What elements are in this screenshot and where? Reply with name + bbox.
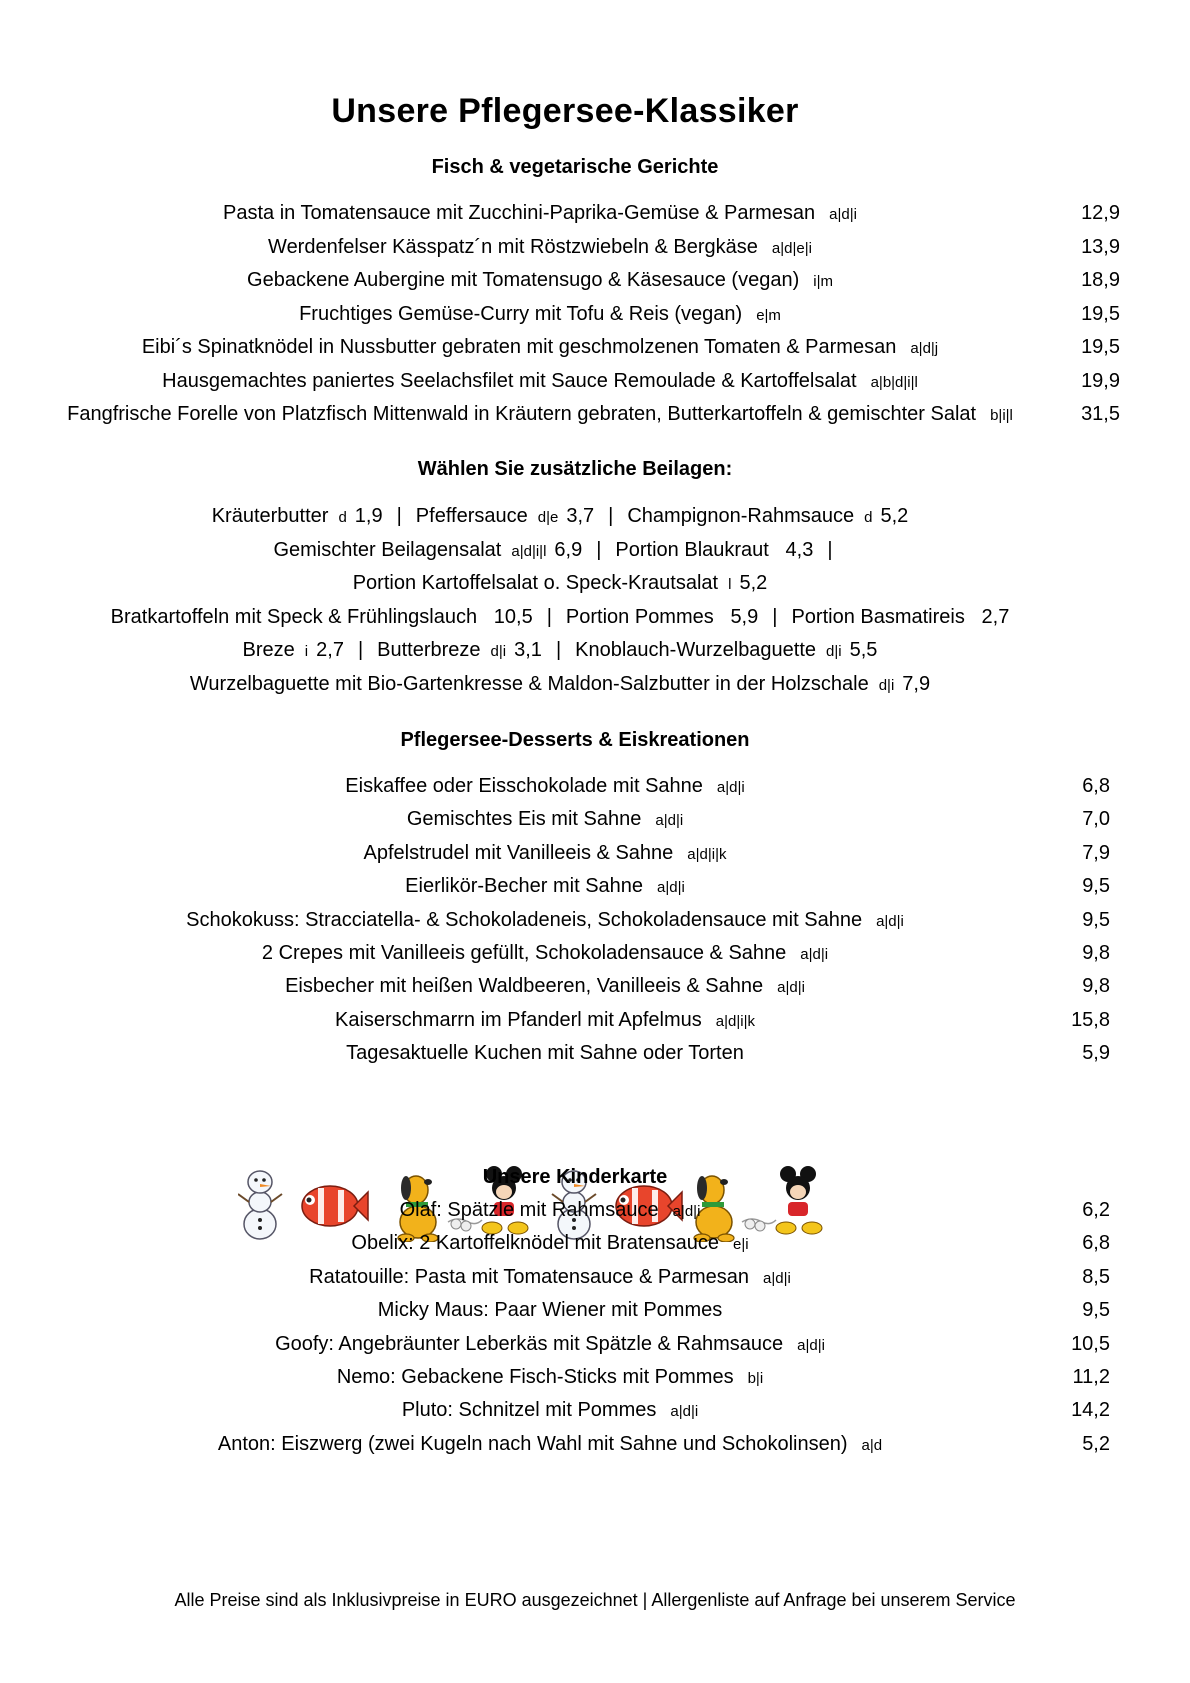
- item-allergens: a|d|i: [829, 206, 857, 223]
- item-name: Schokokuss: Stracciatella- & Schokoladeneis, Schokoladensauce mit Sahne: [186, 908, 863, 931]
- item-allergens: e|m: [756, 306, 781, 324]
- item-price: 9,8: [1082, 942, 1110, 964]
- side-price: 5,5: [849, 639, 878, 661]
- side-price: 3,7: [566, 505, 595, 527]
- side-name: Knoblauch-Wurzelbaguette: [575, 639, 817, 661]
- item-description: [40, 269, 1040, 292]
- item-name: Micky Maus: Paar Wiener mit Pommes: [377, 1299, 723, 1322]
- section-heading-kids: Unsere Kinderkarte: [482, 1166, 668, 1188]
- item-allergens: i|m: [813, 273, 833, 290]
- sides-line: [0, 539, 1120, 562]
- item-price: 5,9: [1082, 1042, 1110, 1065]
- item-price: 19,5: [1081, 302, 1120, 325]
- side-name: Portion Basmatireis: [791, 605, 965, 628]
- item-name: Fangfrische Forelle von Platzfisch Mittenwald in Kräutern gebraten, Butterkartoffeln & gemischter Salat: [67, 403, 977, 425]
- section-heading-sides: Wählen Sie zusätzliche Beilagen:: [417, 458, 733, 480]
- item-name: Eierlikör-Becher mit Sahne: [405, 875, 644, 898]
- section-heading-main: Fisch & vegetarische Gerichte: [431, 156, 719, 178]
- item-allergens: a|d|i|k: [687, 845, 727, 863]
- item-price: 11,2: [1072, 1366, 1110, 1388]
- item-description: [40, 336, 1040, 359]
- item-allergens: a|d|i: [777, 979, 805, 997]
- item-price: 8,5: [1082, 1265, 1110, 1288]
- separator: |: [546, 605, 552, 628]
- menu-row: [0, 303, 1190, 333]
- item-name: Eibi´s Spinatknödel in Nussbutter gebraten mit geschmolzenen Tomaten & Parmesan: [141, 336, 897, 358]
- item-name: Eisbecher mit heißen Waldbeeren, Vanilleeis & Sahne: [285, 975, 764, 998]
- item-description: [120, 1232, 980, 1255]
- item-price: 19,5: [1081, 336, 1120, 358]
- item-allergens: e|i: [733, 1236, 749, 1254]
- side-price: 3,1: [514, 639, 542, 661]
- side-price: 5,2: [880, 505, 909, 527]
- item-price: 15,8: [1071, 1008, 1110, 1031]
- item-price: 10,5: [1071, 1332, 1110, 1355]
- item-name: Pasta in Tomatensauce mit Zucchini-Paprika-Gemüse & Parmesan: [223, 202, 816, 224]
- side-name: Bratkartoffeln mit Speck & Frühlingslauch: [110, 605, 478, 628]
- menu-row: [0, 842, 1190, 872]
- menu-row: [0, 269, 1190, 299]
- menu-row: [0, 875, 1190, 905]
- side-name: Kräuterbutter: [211, 505, 329, 527]
- menu-row: [0, 336, 1190, 366]
- item-allergens: a|d|j: [910, 340, 939, 357]
- item-description: [100, 842, 990, 865]
- menu-row: [0, 202, 1190, 232]
- side-name: Portion Pommes: [565, 605, 714, 628]
- item-price: 7,0: [1082, 808, 1110, 831]
- side-price: 4,3: [785, 538, 814, 561]
- menu-row: [0, 1199, 1190, 1229]
- menu-row: [0, 403, 1190, 433]
- item-price: 5,2: [1082, 1432, 1110, 1455]
- side-name: Gemischter Beilagensalat: [273, 538, 502, 561]
- side-name: Portion Blaukraut: [615, 538, 769, 561]
- side-allergens: d|i: [826, 643, 842, 660]
- item-description: [120, 1366, 980, 1389]
- menu-row: [0, 1232, 1190, 1262]
- item-description: [100, 1009, 990, 1032]
- item-name: Goofy: Angebräunter Leberkäs mit Spätzle & Rahmsauce: [275, 1332, 784, 1355]
- item-description: [100, 1042, 990, 1065]
- item-name: Tagesaktuelle Kuchen mit Sahne oder Torten: [346, 1042, 744, 1065]
- item-allergens: a|d|i: [672, 1203, 701, 1220]
- page-title: Unsere Pflegersee-Klassiker: [331, 92, 799, 130]
- item-name: Anton: Eiszwerg (zwei Kugeln nach Wahl mit Sahne und Schokolinsen): [217, 1432, 848, 1455]
- item-description: [100, 875, 990, 898]
- separator: |: [827, 538, 833, 561]
- item-price: 12,9: [1081, 202, 1120, 224]
- item-name: Fruchtiges Gemüse-Curry mit Tofu & Reis (vegan): [299, 302, 743, 325]
- item-allergens: a|d: [861, 1436, 883, 1454]
- item-name: Olaf: Spätzle mit Rahmsauce: [399, 1199, 659, 1221]
- item-description: [40, 202, 1040, 225]
- item-name: Gemischtes Eis mit Sahne: [406, 808, 642, 831]
- item-allergens: a|d|i: [800, 946, 829, 963]
- side-price: 10,5: [493, 605, 533, 628]
- menu-row: [0, 370, 1190, 400]
- separator: |: [596, 538, 602, 561]
- item-price: 9,5: [1082, 875, 1110, 898]
- item-allergens: a|b|d|i|l: [870, 373, 918, 391]
- menu-row: [0, 1333, 1190, 1363]
- item-name: Gebackene Aubergine mit Tomatensugo & Käsesauce (vegan): [247, 269, 800, 291]
- item-allergens: a|d|i|k: [715, 1012, 755, 1030]
- side-name: Champignon-Rahmsauce: [627, 505, 855, 527]
- item-price: 6,8: [1082, 775, 1110, 797]
- item-description: [40, 236, 1040, 259]
- item-description: [40, 370, 1040, 393]
- sides-line: [0, 673, 1120, 696]
- item-description: [120, 1299, 980, 1322]
- item-price: 31,5: [1081, 403, 1120, 425]
- side-name: Pfeffersauce: [415, 505, 528, 527]
- menu-row: [0, 775, 1190, 805]
- item-name: Ratatouille: Pasta mit Tomatensauce & Parmesan: [309, 1265, 750, 1288]
- item-name: Werdenfelser Kässpatz´n mit Röstzwiebeln & Bergkäse: [268, 235, 758, 258]
- separator: |: [608, 505, 614, 527]
- item-allergens: b|i|l: [990, 407, 1013, 424]
- separator: |: [772, 605, 778, 628]
- side-price: 6,9: [554, 538, 583, 561]
- side-price: 1,9: [354, 505, 383, 527]
- item-allergens: a|d|i: [797, 1336, 825, 1354]
- item-allergens: a|d|i: [876, 912, 904, 930]
- separator: |: [396, 505, 402, 527]
- sides-line: [0, 606, 1120, 629]
- item-price: 7,9: [1082, 841, 1110, 864]
- item-description: [40, 403, 1040, 426]
- item-name: Nemo: Gebackene Fisch-Sticks mit Pommes: [336, 1366, 734, 1388]
- sides-line: [0, 639, 1120, 662]
- side-allergens: i: [304, 643, 309, 660]
- menu-row: [0, 236, 1190, 266]
- item-allergens: a|d|i: [716, 779, 745, 796]
- item-price: 6,8: [1082, 1232, 1110, 1255]
- menu-row: [0, 1009, 1190, 1039]
- menu-row: [0, 1366, 1190, 1396]
- footer-note: Alle Preise sind als Inklusivpreise in EURO ausgezeichnet | Allergenliste auf Anfrage bei unserem Service: [174, 1590, 1016, 1610]
- item-description: [120, 1199, 980, 1222]
- menu-row: [0, 942, 1190, 972]
- item-price: 14,2: [1071, 1399, 1110, 1422]
- menu-row: [0, 808, 1190, 838]
- item-description: [120, 1399, 980, 1422]
- item-description: [100, 909, 990, 932]
- sides-line: [0, 505, 1120, 528]
- item-name: Eiskaffee oder Eisschokolade mit Sahne: [345, 775, 703, 797]
- side-allergens: d: [864, 509, 873, 526]
- item-price: 9,5: [1082, 908, 1110, 931]
- menu-row: [0, 1299, 1190, 1329]
- side-price: 5,2: [739, 572, 768, 594]
- side-price: 2,7: [981, 605, 1010, 628]
- item-description: [100, 808, 990, 831]
- item-price: 6,2: [1082, 1199, 1110, 1221]
- item-allergens: a|d|e|i: [771, 239, 812, 257]
- side-allergens: d: [338, 509, 347, 526]
- side-allergens: l: [728, 576, 732, 593]
- side-price: 2,7: [316, 639, 344, 661]
- item-price: 18,9: [1081, 269, 1120, 291]
- item-description: [40, 303, 1040, 326]
- separator: |: [555, 639, 562, 661]
- menu-row: [0, 1042, 1190, 1072]
- item-price: 9,5: [1082, 1299, 1110, 1322]
- item-description: [120, 1333, 980, 1356]
- side-allergens: d|i: [878, 676, 895, 694]
- side-allergens: d|e: [537, 509, 559, 526]
- item-name: Kaiserschmarrn im Pfanderl mit Apfelmus: [334, 1008, 702, 1031]
- side-allergens: a|d|i|l: [511, 542, 547, 560]
- item-allergens: a|d|i: [763, 1269, 791, 1287]
- side-price: 7,9: [902, 672, 931, 695]
- menu-row: [0, 1399, 1190, 1429]
- side-name: Portion Kartoffelsalat o. Speck-Krautsalat: [352, 572, 719, 594]
- item-allergens: a|d|i: [657, 879, 685, 897]
- side-name: Breze: [242, 639, 295, 661]
- item-description: [100, 975, 990, 998]
- menu-row: [0, 1433, 1190, 1463]
- side-allergens: d|i: [490, 643, 507, 660]
- item-name: Apfelstrudel mit Vanilleeis & Sahne: [363, 841, 674, 864]
- side-name: Wurzelbaguette mit Bio-Gartenkresse & Maldon-Salzbutter in der Holzschale: [189, 672, 869, 695]
- item-description: [100, 942, 990, 965]
- item-name: Obelix: 2 Kartoffelknödel mit Bratensauce: [351, 1232, 720, 1255]
- item-allergens: a|d|i: [655, 812, 684, 830]
- item-price: 9,8: [1082, 975, 1110, 998]
- item-price: 19,9: [1081, 369, 1120, 392]
- item-description: [120, 1433, 980, 1456]
- menu-row: [0, 975, 1190, 1005]
- item-name: Hausgemachtes paniertes Seelachsfilet mit Sauce Remoulade & Kartoffelsalat: [162, 369, 857, 392]
- item-price: 13,9: [1081, 235, 1120, 258]
- item-allergens: b|i: [747, 1370, 764, 1387]
- sides-line: [0, 572, 1120, 595]
- separator: |: [357, 639, 364, 661]
- side-price: 5,9: [730, 605, 759, 628]
- item-allergens: a|d|i: [670, 1403, 699, 1421]
- item-name: Pluto: Schnitzel mit Pommes: [401, 1399, 657, 1422]
- item-description: [120, 1266, 980, 1289]
- menu-row: [0, 1266, 1190, 1296]
- section-heading-desserts: Pflegersee-Desserts & Eiskreationen: [400, 729, 750, 751]
- side-name: Butterbreze: [377, 639, 481, 661]
- item-name: 2 Crepes mit Vanilleeis gefüllt, Schokoladensauce & Sahne: [261, 942, 787, 964]
- menu-row: [0, 909, 1190, 939]
- item-description: [100, 775, 990, 798]
